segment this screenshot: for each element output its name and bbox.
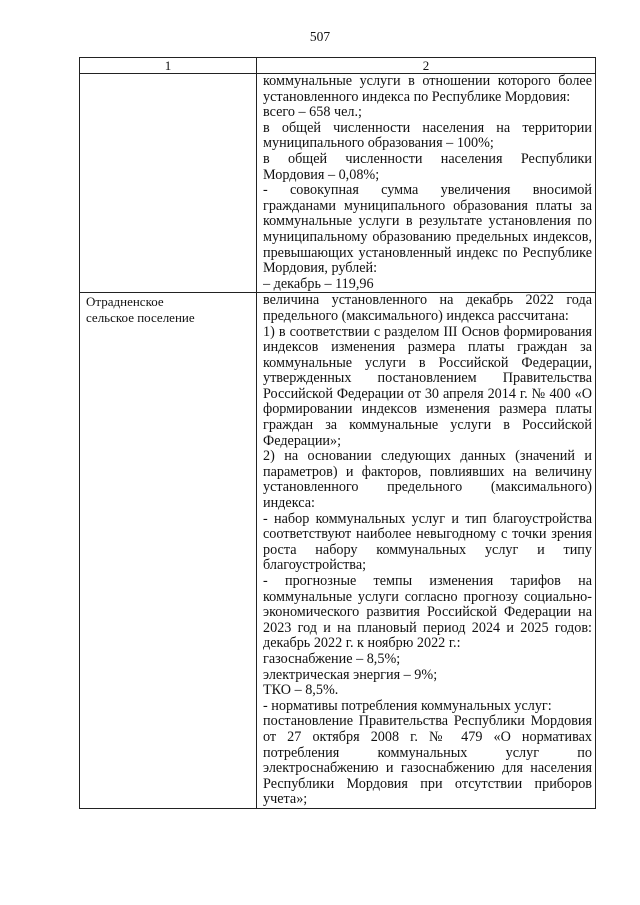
text-line: параметров) и факторов, повлиявших на величину <box>263 464 592 480</box>
text-line: роста набору коммунальных услуг и типу <box>263 542 592 558</box>
table-header-row <box>80 58 596 74</box>
text-line: граждан за коммунальные услуги в Российской <box>263 418 592 434</box>
text-line: Федерации»; <box>263 433 342 449</box>
table-row <box>80 74 596 293</box>
settlement-name-line-2: сельское поселение <box>86 309 195 325</box>
text-line: муниципального образования – 100%; <box>263 136 494 152</box>
text-line: экономического развития Российской Федерации на <box>263 605 592 621</box>
settlement-name-line-1: Отрадненское <box>86 294 164 310</box>
text-line: величина установленного на декабрь 2022 года <box>263 293 592 309</box>
text-line: - нормативы потребления коммунальных услуг: <box>263 698 552 714</box>
text-line: превышающих установленный индекс по Республике <box>263 245 592 261</box>
text-line: в общей численности населения на территории <box>263 120 592 136</box>
text-line: гражданами муниципального образования платы за <box>263 198 592 214</box>
text-line: учета»; <box>263 792 308 808</box>
text-line: индекса: <box>263 496 315 512</box>
text-line: 1) в соответствии с разделом III Основ формирования <box>263 324 592 340</box>
text-line: соответствуют наиболее невыгодному с точки зрения <box>263 527 592 543</box>
page-number: 507 <box>309 29 331 44</box>
text-line: коммунальные услуги в Российской Федерации, <box>263 355 592 371</box>
text-line: - набор коммунальных услуг и тип благоустройства <box>263 511 592 527</box>
text-line: коммунальные услуги в результате установления по <box>263 214 592 230</box>
text-line: индексов изменения размера платы граждан за <box>263 340 592 356</box>
text-line: от 27 октября 2008 г. № 479 «О нормативах <box>263 729 592 745</box>
text-line: Мордовия – 0,08%; <box>263 167 380 183</box>
text-line: благоустройства; <box>263 558 367 574</box>
text-line: 2) на основании следующих данных (значений и <box>263 449 592 465</box>
text-line: постановление Правительства Республики Мордовия <box>263 714 592 730</box>
text-line: установленного индекса по Республике Мордовия: <box>263 89 571 105</box>
text-line: потребления коммунальных услуг по <box>263 745 592 761</box>
text-line: Мордовия, рублей: <box>263 261 378 277</box>
text-line: муниципальному образованию предельных индексов, <box>263 229 592 245</box>
text-line: 2023 год и на плановый период 2024 и 2025 годов: <box>263 620 592 636</box>
text-line: электроснабжению и газоснабжению для населения <box>263 761 592 777</box>
text-line: в общей численности населения Республики <box>263 151 592 167</box>
text-line: Республики Мордовия при отсутствии приборов <box>263 776 592 792</box>
text-line: коммунальные услуги согласно прогнозу социально- <box>263 589 592 605</box>
row2-content-cell <box>257 293 596 809</box>
text-line: коммунальные услуги в отношении которого более <box>263 74 592 89</box>
column-header-2: 2 <box>257 58 596 74</box>
text-line: предельного (максимального) индекса рассчитана: <box>263 308 569 324</box>
text-line: - совокупная сумма увеличения вносимой <box>263 183 592 199</box>
document-table <box>79 57 596 809</box>
text-line: всего – 658 чел.; <box>263 105 362 121</box>
text-line: Российской Федерации от 30 апреля 2014 г. № 400 «О <box>263 386 592 402</box>
table-row <box>80 293 596 809</box>
text-line: газоснабжение – 8,5%; <box>263 651 401 667</box>
row1-left-cell <box>80 74 257 293</box>
text-line: - прогнозные темпы изменения тарифов на <box>263 574 592 589</box>
row1-content-cell <box>257 74 596 293</box>
text-line: декабрь 2022 г. к ноябрю 2022 г.: <box>263 636 461 652</box>
text-line: утвержденных постановлением Правительства <box>263 371 592 387</box>
text-line: формировании индексов изменения размера платы <box>263 402 592 418</box>
text-line: ТКО – 8,5%. <box>263 683 339 699</box>
text-line: установленного предельного (максимального) <box>263 480 592 496</box>
column-header-1: 1 <box>80 58 257 74</box>
row2-left-cell <box>80 293 257 809</box>
text-line: электрическая энергия – 9%; <box>263 667 438 683</box>
text-line: – декабрь – 119,96 <box>263 276 374 292</box>
